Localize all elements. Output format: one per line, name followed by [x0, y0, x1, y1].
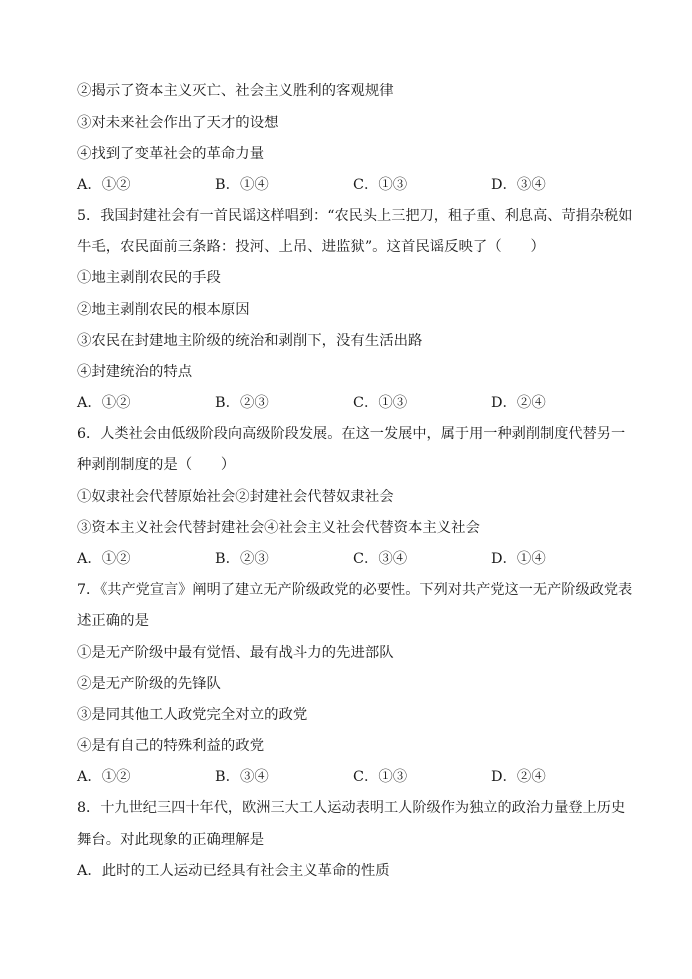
q4-option-c: C．①③: [353, 177, 408, 193]
q5-statement-4: ④封建统治的特点: [77, 364, 193, 380]
q8-stem-line1: 8．十九世纪三四十年代，欧洲三大工人运动表明工人阶级作为独立的政治力量登上历史: [77, 800, 626, 816]
q6-statements-2: ③资本主义社会代替封建社会④社会主义社会代替资本主义社会: [77, 520, 480, 536]
q4-options: [77, 175, 617, 195]
q6-statements-1: ①奴隶社会代替原始社会②封建社会代替奴隶社会: [77, 489, 394, 505]
q7-option-a: A．①②: [77, 769, 131, 785]
q5-option-b: B．②③: [215, 395, 269, 411]
q5-option-a: A．①②: [77, 395, 131, 411]
q5-statement-2: ②地主剥削农民的根本原因: [77, 302, 250, 318]
q7-statement-3: ③是同其他工人政党完全对立的政党: [77, 707, 308, 723]
q5-statement-3: ③农民在封建地主阶级的统治和剥削下，没有生活出路: [77, 333, 423, 349]
q6-option-d: D．①④: [491, 551, 546, 567]
q6-option-c: C．③④: [353, 551, 408, 567]
q7-statement-4: ④是有自己的特殊利益的政党: [77, 738, 265, 754]
q7-option-c: C．①③: [353, 769, 408, 785]
q6-option-a: A．①②: [77, 551, 131, 567]
q4-option-b: B．①④: [215, 177, 269, 193]
q6-stem-line1: 6．人类社会由低级阶段向高级阶段发展。在这一发展中，属于用一种剥削制度代替另一: [77, 426, 626, 442]
q7-option-d: D．②④: [491, 769, 546, 785]
statement-2: ②揭示了资本主义灭亡、社会主义胜利的客观规律: [77, 83, 394, 99]
q7-option-b: B．③④: [215, 769, 269, 785]
q7-stem-line2: 述正确的是: [77, 613, 149, 629]
q7-options: [77, 767, 617, 787]
q8-stem-line2: 舞台。对此现象的正确理解是: [77, 832, 265, 848]
q6-option-b: B．②③: [215, 551, 269, 567]
statement-3: ③对未来社会作出了天才的设想: [77, 115, 279, 131]
q5-option-d: D．②④: [491, 395, 546, 411]
q7-statement-2: ②是无产阶级的先锋队: [77, 676, 221, 692]
q5-option-c: C．①③: [353, 395, 408, 411]
q5-stem-line2: 牛毛，农民面前三条路：投河、上吊、进监狱”。这首民谣反映了（ ）: [77, 239, 545, 255]
q6-stem-line2: 种剥削制度的是（ ）: [77, 457, 236, 473]
q7-statement-1: ①是无产阶级中最有觉悟、最有战斗力的先进部队: [77, 645, 394, 661]
q5-stem-line1: 5．我国封建社会有一首民谣这样唱到：“农民头上三把刀，租子重、利息高、苛捐杂税如: [77, 208, 633, 224]
q7-stem-line1: 7．《共产党宣言》阐明了建立无产阶级政党的必要性。下列对共产党这一无产阶级政党表: [77, 582, 633, 598]
q4-option-d: D．③④: [491, 177, 546, 193]
q6-options: [77, 549, 617, 569]
q5-statement-1: ①地主剥削农民的手段: [77, 270, 221, 286]
q4-option-a: A．①②: [77, 177, 131, 193]
q5-options: [77, 393, 617, 413]
statement-4: ④找到了变革社会的革命力量: [77, 146, 265, 162]
q8-option-a: A．此时的工人运动已经具有社会主义革命的性质: [77, 863, 390, 879]
